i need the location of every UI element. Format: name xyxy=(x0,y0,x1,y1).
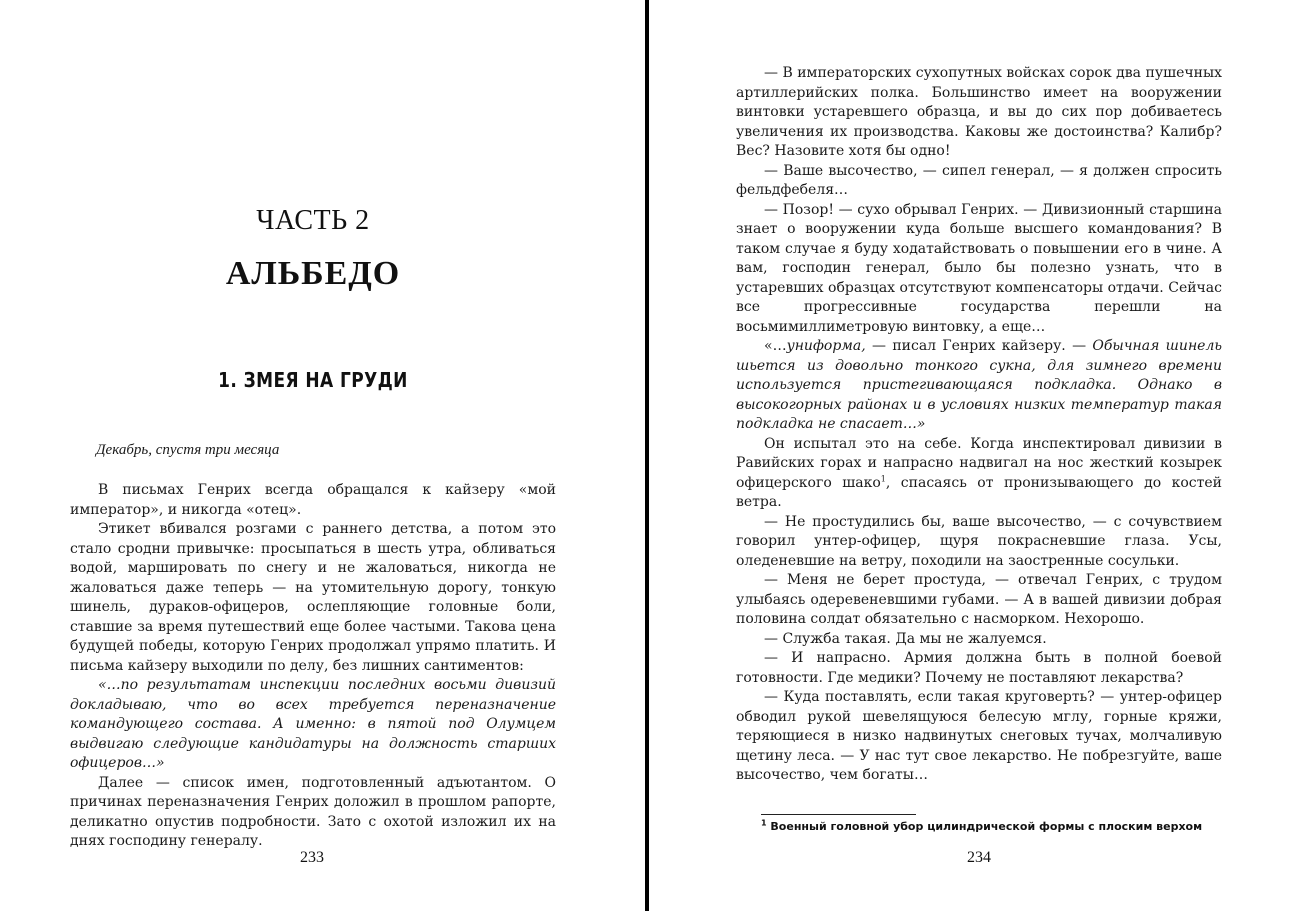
letter-quote xyxy=(736,337,1222,435)
footnote-number: 1 xyxy=(761,818,767,828)
paragraph-text: , спасаясь от пронизывающего до костей ветра. xyxy=(736,474,1222,510)
right-page-body xyxy=(736,64,1222,786)
footnote-rule xyxy=(761,814,916,815)
left-page xyxy=(0,0,645,911)
letter-open: «… xyxy=(764,338,787,354)
paragraph: — И напрасно. Армия должна быть в полной боевой готовности. Где медики? Почему не поставляют лекарства? xyxy=(736,650,1222,686)
letter-quote: «…по результатам инспекции последних восьми дивизий докладываю, что во всех требуется переназначение командующего состава. А именно: в пятой под Олумцем выдвигаю следующие кандидатуры на должность старших офицеров…» xyxy=(70,677,556,771)
paragraph: — Куда поставлять, если такая круговерть? — унтер-офицер обводил рукой шевелящуюся белесую мглу, горные кряжи, теряющиеся в низко надвинутых снеговых тучах, молчаливую щетину леса. — У нас тут свое лекарство. Не побрезгуйте, ваше высочество, чем богаты… xyxy=(736,689,1222,783)
paragraph: — Ваше высочество, — сипел генерал, — я должен спросить фельдфебеля… xyxy=(736,162,1222,198)
left-page-body xyxy=(70,481,556,852)
footnote xyxy=(761,820,1231,833)
chapter-heading: 1. ЗМЕЯ НА ГРУДИ xyxy=(218,368,408,392)
paragraph: — Меня не берет простуда, — отвечал Генрих, с трудом улыбаясь одеревеневшими губами. — А в вашей дивизии добрая половина солдат обязательно с насморком. Нехорошо. xyxy=(736,572,1222,627)
paragraph xyxy=(736,435,1222,513)
page-number-left: 233 xyxy=(300,849,324,866)
letter-word: униформа, xyxy=(786,338,866,354)
paragraph: — Служба такая. Да мы не жалуемся. xyxy=(764,630,1047,647)
page-number-right: 234 xyxy=(967,849,991,866)
epigraph: Декабрь, спустя три месяца xyxy=(96,442,280,458)
right-page xyxy=(649,0,1295,911)
footnote-marker: 1 xyxy=(880,473,886,483)
letter-attribution: — писал Генрих кайзеру. — xyxy=(865,338,1093,354)
part-heading: ЧАСТЬ 2 xyxy=(256,205,370,236)
paragraph: — Позор! — сухо обрывал Генрих. — Дивизионный старшина знает о вооружении куда больше высшего командования? В таком случае я буду ходатайствовать о повышении его в чине. А вам, господин генерал, было бы полезно узнать, что в устаревших образцах отсутствуют компенсаторы отдачи. Сейчас все прогрессивные государства перешли на восьмимиллиметровую винтовку, а еще… xyxy=(736,201,1222,335)
footnote-text: Военный головной убор цилиндрической формы с плоским верхом xyxy=(770,820,1203,833)
paragraph: В письмах Генрих всегда обращался к кайзеру «мой император», и никогда «отец». xyxy=(70,482,556,518)
paragraph: — Не простудились бы, ваше высочество, — с сочувствием говорил унтер-офицер, щуря покрасневшие глаза. Усы, оледеневшие на ветру, походили на заостренные сосульки. xyxy=(736,513,1222,569)
part-title: АЛЬБЕДО xyxy=(225,255,401,292)
paragraph: Этикет вбивался розгами с раннего детства, а потом это стало сродни привычке: просыпаться в шесть утра, обливаться водой, маршировать по снегу и не жаловаться, никогда не жаловаться даже теперь — на утомительную дорогу, тонкую шинель, дураков-офицеров, ослепляющие головные боли, ставшие за время путешествий еще более частыми. Такова цена будущей победы, которую Генрих продолжал упрямо платить. И письма кайзеру выходили по делу, без лишних сантиментов: xyxy=(70,521,556,674)
paragraph: — В императорских сухопутных войсках сорок два пушечных артиллерийских полка. Большинство имеет на вооружении винтовки устаревшего образца, и вы до сих пор добиваетесь увеличения их производства. Каковы же достоинства? Калибр? Вес? Назовите хотя бы одно! xyxy=(736,65,1222,159)
paragraph-text: Он испытал это на себе. Когда инспектировал дивизии в Равийских горах и напрасно надвигал на нос жесткий козырек офицерского шако xyxy=(736,435,1222,491)
letter-text: Обычная шинель шьется из довольно тонкого сукна, для зимнего времени используется пристегивающаяся подкладка. Однако в высокогорных районах и в условиях низких температур такая подкладка не спасает…» xyxy=(736,338,1222,432)
paragraph: Далее — список имен, подготовленный адъютантом. О причинах переназначения Генрих доложил в прошлом рапорте, деликатно опустив подробности. Зато с охотой изложил их на днях господину генералу. xyxy=(70,774,556,849)
